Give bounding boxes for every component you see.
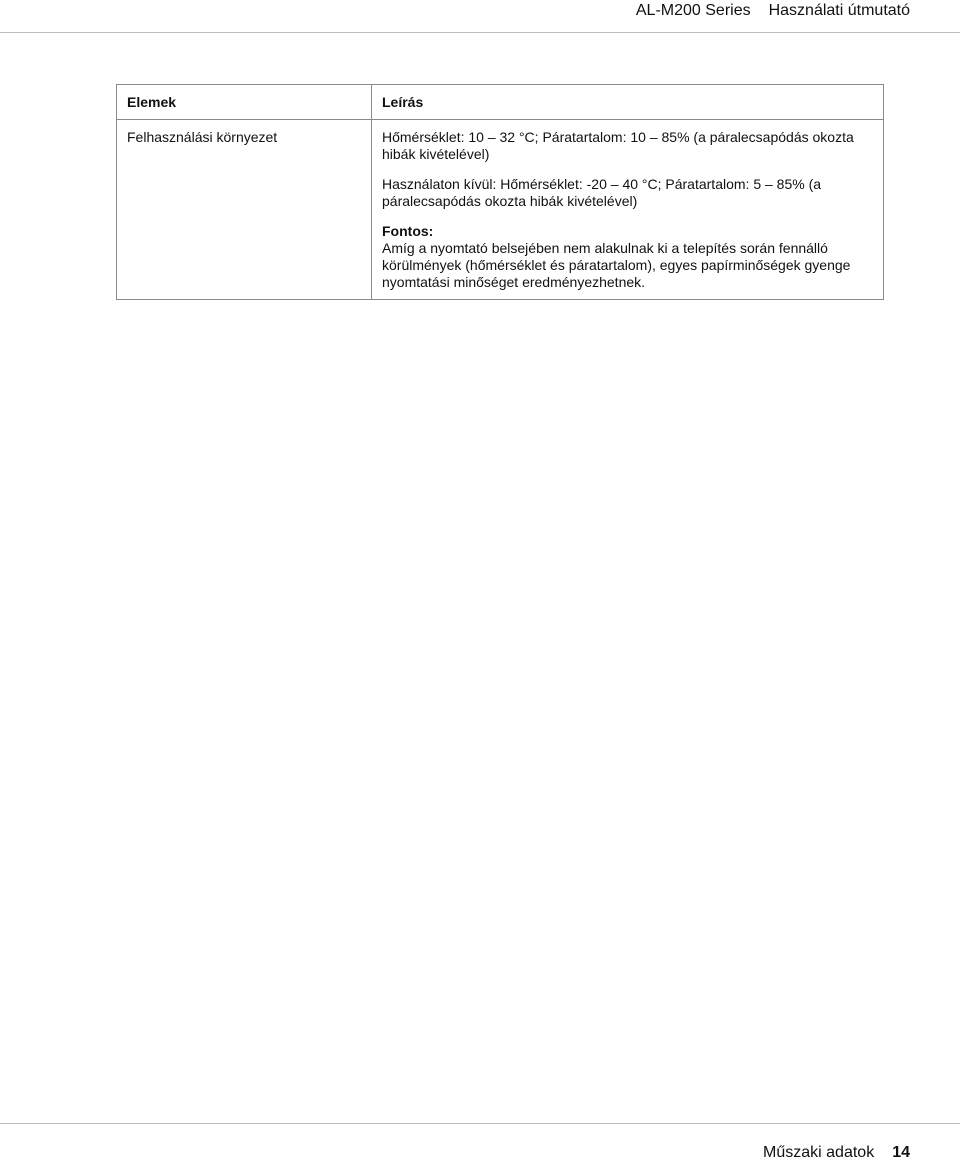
note-title: Fontos: bbox=[382, 223, 434, 239]
storage-conditions-text: Használaton kívül: Hőmérséklet: -20 – 40 °C; Páratartalom: 5 – 85% (a páralecsapódás okozta hibák kivételével) bbox=[382, 176, 822, 209]
note-text: Amíg a nyomtató belsejében nem alakulnak ki a telepítés során fennálló körülmények (hőmérséklet és páratartalom), egyes papírminőségek gyenge nyomtatási minőséget eredményezhetnek. bbox=[382, 240, 851, 290]
column-header-description: Leírás bbox=[372, 85, 884, 120]
document-title: Használati útmutató bbox=[768, 2, 910, 19]
column-header-items: Elemek bbox=[117, 85, 372, 120]
specification-table bbox=[116, 84, 884, 300]
page-footer bbox=[0, 1123, 960, 1163]
section-name: Műszaki adatok bbox=[763, 1144, 875, 1161]
product-name: AL-M200 Series bbox=[635, 2, 751, 19]
table-row bbox=[117, 120, 884, 300]
header-text bbox=[636, 1, 910, 21]
table-header-row bbox=[117, 85, 884, 120]
description-cell bbox=[372, 120, 884, 300]
footer-text bbox=[763, 1143, 910, 1163]
operating-conditions-text: Hőmérséklet: 10 – 32 °C; Páratartalom: 10 – 85% (a páralecsapódás okozta hibák kivételével) bbox=[382, 129, 854, 162]
page-number: 14 bbox=[892, 1144, 910, 1161]
item-cell: Felhasználási környezet bbox=[117, 120, 372, 300]
page-header bbox=[0, 0, 960, 33]
